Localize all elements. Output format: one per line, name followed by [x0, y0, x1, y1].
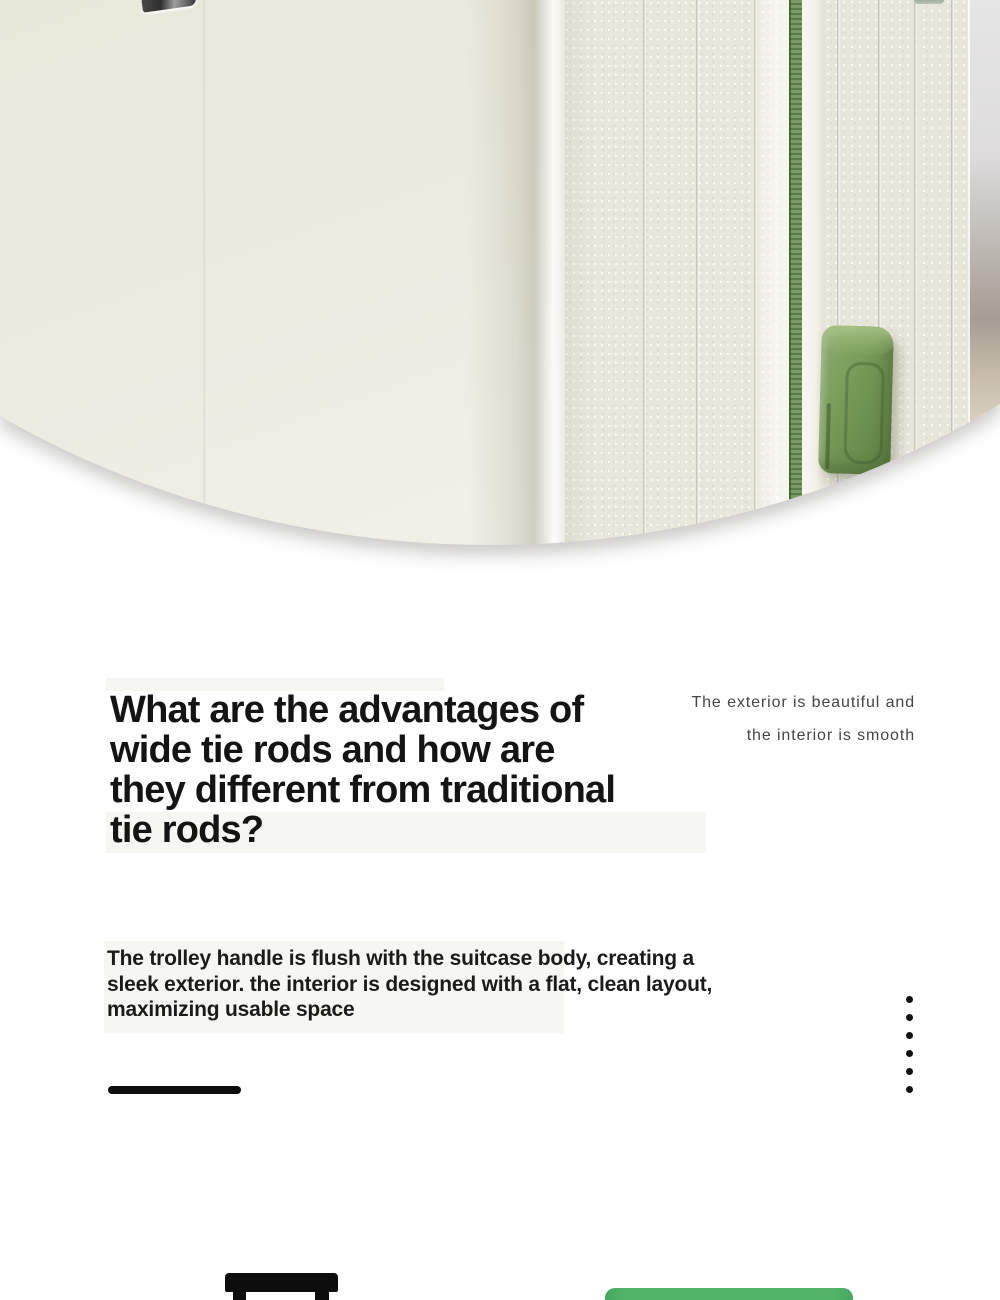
green-clasp — [818, 325, 894, 475]
dot — [906, 1032, 913, 1039]
heading-line: they different from traditional — [110, 769, 616, 811]
clasp-slot — [825, 403, 831, 469]
section-description — [107, 946, 897, 1023]
subtitle-line: the interior is smooth — [746, 727, 915, 744]
panel-groove — [696, 0, 699, 560]
body-line: maximizing usable space — [107, 998, 355, 1021]
dot — [906, 996, 913, 1003]
panel-groove — [643, 0, 646, 560]
dot — [906, 1014, 913, 1021]
section-subtitle — [585, 686, 915, 752]
suitcase-ridged-panel — [565, 0, 790, 560]
panel-groove — [951, 0, 954, 560]
body-line: sleek exterior. the interior is designed with a flat, clean layout, — [107, 972, 713, 996]
lid-highlight-edge — [802, 0, 825, 560]
dots-decoration — [906, 996, 914, 1093]
subtitle-line: The exterior is beautiful and — [691, 694, 915, 711]
panel-groove — [837, 0, 840, 560]
dot — [906, 1068, 913, 1075]
suitcase-photo — [0, 0, 1000, 560]
suitcase-lid-panel — [825, 0, 968, 560]
suitcase-corner-shadow — [468, 0, 568, 560]
heading-line: wide tie rods and how are — [110, 729, 555, 771]
clasp-inner-outline — [843, 362, 885, 465]
body-line: The trolley handle is flush with the suitcase body, creating a — [107, 947, 695, 970]
suitcase-panel-crease — [203, 0, 206, 560]
suitcase-top-icon — [605, 1288, 853, 1300]
divider-line — [108, 1086, 241, 1094]
panel-groove — [754, 0, 757, 560]
trolley-handle-icon — [225, 1273, 338, 1292]
room-backdrop — [968, 0, 1000, 560]
trolley-handle-leg — [315, 1292, 329, 1300]
clasp-top-face — [821, 325, 894, 357]
trolley-handle-leg — [233, 1292, 246, 1300]
dot — [906, 1086, 913, 1093]
heading-line: What are the advantages of — [110, 689, 584, 731]
panel-groove — [878, 0, 881, 560]
dot — [906, 1050, 913, 1057]
heading-line: tie rods? — [110, 809, 264, 851]
hero-photo-shadow — [0, 0, 1000, 560]
panel-groove — [914, 0, 917, 560]
handle-sliver — [914, 0, 944, 4]
